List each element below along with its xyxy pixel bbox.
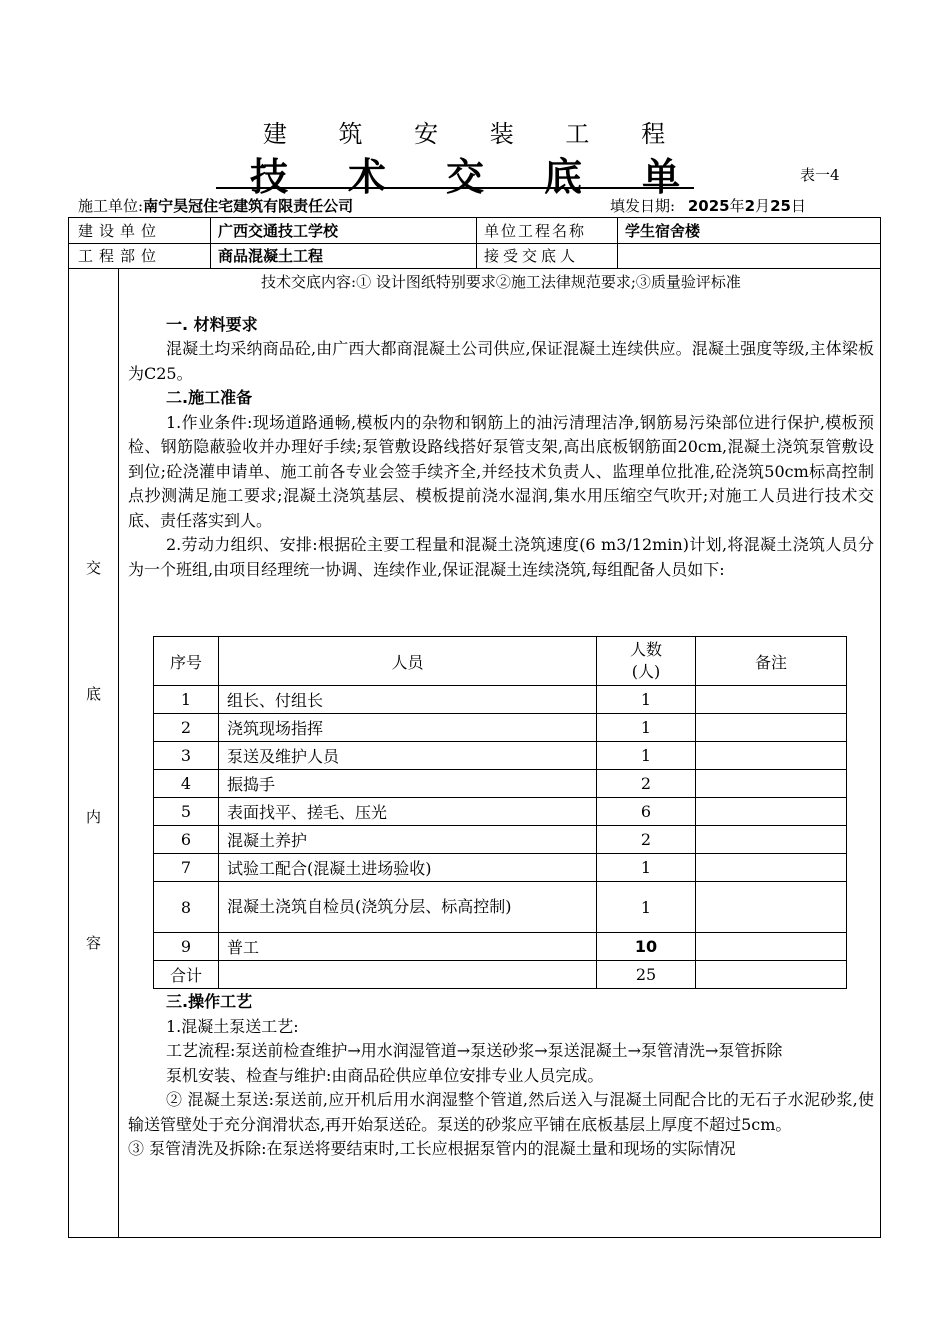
row-count: 10 [597,933,696,961]
issue-date [610,195,806,216]
col-divider [210,217,211,268]
row-note [696,770,847,798]
row-role: 混凝土浇筑自检员(浇筑分层、标高控制) [219,882,597,933]
part-value: 商品混凝土工程 [218,247,324,265]
total-count: 25 [597,961,696,989]
header-note: 备注 [696,637,847,686]
header-count-line: (人) [631,662,661,681]
construction-unit [78,195,353,216]
row-role: 浇筑现场指挥 [219,714,597,742]
col-divider [476,217,477,268]
row-no: 7 [154,854,219,882]
row-count: 2 [597,770,696,798]
content-intro: 技术交底内容:① 设计图纸特别要求②施工法律规范要求;③质量验评标准 [261,273,741,291]
date-month-unit: 月 [755,197,771,215]
paragraph: ② 混凝土泵送:泵送前,应开机后用水润湿整个管道,然后送入与混凝土同配合比的无石子水泥砂浆,使输送管壁处于充分润滑状态,再开始泵送砼。泵送的砂浆应平铺在底板基层上厚度不超过5cm。 [128,1090,874,1134]
paragraph: 混凝土均采纳商品砼,由广西大都商混凝土公司供应,保证混凝土连续供应。混凝土强度等级,主体梁板为C25。 [128,339,874,383]
row-no: 3 [154,742,219,770]
paragraph: 2.劳动力组织、安排:根据砼主要工程量和混凝土浇筑速度(6 m3/12min)计划,将混凝土浇筑人员分为一个班组,由项目经理统一协调、连续作业,保证混凝土连续浇筑,每组配备人员如下: [128,535,874,579]
table-row [154,798,847,826]
table-row [154,882,847,933]
row-no: 1 [154,686,219,714]
table-header-row [154,637,847,686]
col-divider [617,217,618,268]
construction-unit-label: 施工单位: [78,197,144,215]
header-count-line: 人数 [629,640,662,659]
issue-date-label: 填发日期: [610,197,676,215]
row-no: 5 [154,798,219,826]
date-day-unit: 日 [790,197,806,215]
table-row [154,714,847,742]
row-note [696,933,847,961]
row-no: 4 [154,770,219,798]
build-unit-label: 建设单位 [78,222,163,240]
table-row [154,742,847,770]
build-unit-value: 广西交通技工学校 [218,222,339,240]
paragraph: 工艺流程:泵送前检查维护→用水润湿管道→泵送砂浆→泵送混凝土→泵管清洗→泵管拆除 [166,1041,783,1060]
section-title: 一. 材料要求 [166,314,258,334]
part-label: 工程部位 [78,247,163,265]
row-count: 1 [597,882,696,933]
table-row [154,854,847,882]
row-role: 试验工配合(混凝土进场验收) [219,854,597,882]
row-divider [68,268,881,269]
total-label: 合计 [154,961,219,989]
header-no: 序号 [154,637,219,686]
row-no: 6 [154,826,219,854]
side-label-char: 交 [85,559,101,577]
side-label-char: 底 [85,685,101,703]
title-underline [216,187,694,189]
row-no: 2 [154,714,219,742]
title-char: 技 [250,155,289,199]
disclosure-content [128,270,874,582]
receiver-label: 接受交底人 [484,247,580,265]
title-char: 术 [348,155,387,199]
row-role: 泵送及维护人员 [219,742,597,770]
table-row [154,686,847,714]
table-row [154,770,847,798]
table-row [154,826,847,854]
date-year: 2025 [687,197,730,215]
row-role: 表面找平、搓毛、压光 [219,798,597,826]
row-note [696,798,847,826]
date-day: 25 [770,197,791,215]
row-count: 1 [597,686,696,714]
form-number: 表一4 [800,166,840,184]
header-role: 人员 [219,637,597,686]
row-role: 组长、付组长 [219,686,597,714]
row-role: 振捣手 [219,770,597,798]
row-count: 1 [597,854,696,882]
paragraph: 1.作业条件:现场道路通畅,模板内的杂物和钢筋上的油污清理洁净,钢筋易污染部位进行保护,模板预检、钢筋隐蔽验收并办理好手续;泵管敷设路线搭好泵管支架,高出底板钢筋面20cm,混凝土浇筑泵管敷设到位;砼浇灌申请单、施工前各专业会签手续齐全,并经技术负责人、监理单位批准,砼浇筑50cm标高控制点抄测满足施工要求;混凝土浇筑基层、模板提前浇水湿润,集水用压缩空气吹开;对施工人员进行技术交底、责任落实到人。 [128,412,874,530]
table-row [154,933,847,961]
header-count [597,637,696,686]
title-char: 底 [544,155,583,199]
disclosure-content-continued [128,990,874,1162]
row-count: 1 [597,742,696,770]
row-role: 普工 [219,933,597,961]
row-divider [68,243,881,244]
row-no: 8 [154,882,219,933]
col-divider [118,268,119,1238]
row-count: 1 [597,714,696,742]
title-char: 单 [642,155,681,199]
paragraph: 泵机安装、检查与维护:由商品砼供应单位安排专业人员完成。 [166,1065,604,1085]
row-note [696,854,847,882]
project-name-label: 单位工程名称 [484,222,587,240]
row-role: 混凝土养护 [219,826,597,854]
row-no: 9 [154,933,219,961]
date-year-unit: 年 [729,197,745,215]
row-note [696,882,847,933]
title-char: 交 [446,155,485,199]
paragraph: ③ 泵管清洗及拆除:在泵送将要结束时,工长应根据泵管内的混凝土量和现场的实际情况 [128,1139,736,1158]
row-count: 6 [597,798,696,826]
form-subtitle: 建 筑 安 装 工 程 [262,120,688,148]
row-count: 2 [597,826,696,854]
total-role [219,961,597,989]
construction-unit-value: 南宁昊冠住宅建筑有限责任公司 [143,197,354,215]
section-title: 三.操作工艺 [166,992,253,1011]
form-title [250,146,680,201]
side-label-char: 内 [85,808,101,826]
crew-table [153,636,847,989]
date-month: 2 [744,197,756,215]
table-total-row [154,961,847,989]
section-title: 二.施工准备 [166,388,253,407]
row-note [696,826,847,854]
total-note [696,961,847,989]
row-note [696,714,847,742]
row-note [696,742,847,770]
project-name-value: 学生宿舍楼 [625,222,701,240]
side-label-char: 容 [85,934,101,952]
paragraph: 1.混凝土泵送工艺: [166,1016,299,1036]
row-note [696,686,847,714]
